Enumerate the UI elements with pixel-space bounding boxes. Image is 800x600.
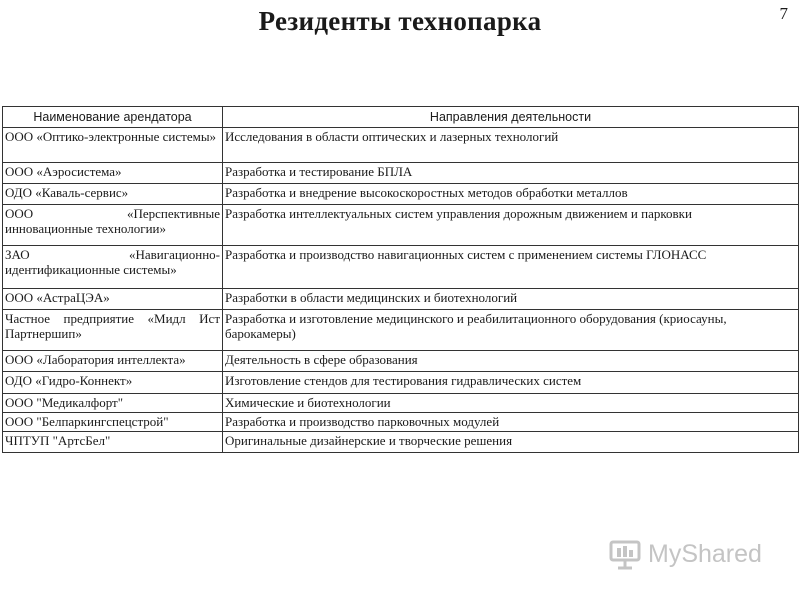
column-header-tenant: Наименование арендатора	[3, 107, 223, 128]
activity-cell: Разработка и изготовление медицинского и реабилитационного оборудования (криосауны, барокамеры)	[223, 310, 799, 351]
activity-cell: Деятельность в сфере образования	[223, 351, 799, 372]
tenant-cell: Частное предприятие «Мидл Ист Партнершип»	[3, 310, 223, 351]
activity-cell: Разработка и тестирование БПЛА	[223, 163, 799, 184]
activity-cell: Изготовление стендов для тестирования гидравлических систем	[223, 372, 799, 394]
table-row	[3, 289, 799, 310]
tenant-cell: ЧПТУП "АртсБел"	[3, 432, 223, 453]
column-header-activity: Направления деятельности	[223, 107, 799, 128]
tenant-cell: ООО «Лаборатория интеллекта»	[3, 351, 223, 372]
table-row	[3, 432, 799, 453]
residents-table	[2, 106, 799, 453]
page-number: 7	[779, 4, 788, 23]
tenant-cell: ООО "Медикалфорт"	[3, 394, 223, 413]
activity-cell: Оригинальные дизайнерские и творческие решения	[223, 432, 799, 453]
tenant-cell: ООО «Оптико-электронные системы»	[3, 128, 223, 163]
table-row	[3, 205, 799, 246]
activity-cell: Разработка интеллектуальных систем управления дорожным движением и парковки	[223, 205, 799, 246]
table-row	[3, 413, 799, 432]
activity-cell: Разработка и внедрение высокоскоростных методов обработки металлов	[223, 184, 799, 205]
page-title: Резиденты технопарка	[258, 6, 542, 36]
activity-cell: Разработка и производство навигационных систем с применением системы ГЛОНАСС	[223, 246, 799, 289]
tenant-cell: ООО «АстраЦЭА»	[3, 289, 223, 310]
table-row	[3, 372, 799, 394]
watermark-text: MyShared	[648, 539, 762, 568]
table-row	[3, 246, 799, 289]
tenant-cell: ОДО «Каваль-сервис»	[3, 184, 223, 205]
table-row	[3, 310, 799, 351]
table-header-row	[3, 107, 799, 128]
tenant-cell: ООО "Белпаркингспецстрой"	[3, 413, 223, 432]
presentation-board-icon	[608, 537, 642, 571]
activity-cell: Разработки в области медицинских и биотехнологий	[223, 289, 799, 310]
table-row	[3, 351, 799, 372]
tenant-cell: ОДО «Гидро-Коннект»	[3, 372, 223, 394]
table-row	[3, 394, 799, 413]
activity-cell: Исследования в области оптических и лазерных технологий	[223, 128, 799, 163]
table-row	[3, 163, 799, 184]
tenant-cell: ООО «Перспективные инновационные технологии»	[3, 205, 223, 246]
activity-cell: Химические и биотехнологии	[223, 394, 799, 413]
activity-cell: Разработка и производство парковочных модулей	[223, 413, 799, 432]
table-row	[3, 184, 799, 205]
tenant-cell: ООО «Аэросистема»	[3, 163, 223, 184]
tenant-cell: ЗАО «Навигационно-идентификационные системы»	[3, 246, 223, 289]
watermark	[608, 537, 762, 571]
table-row	[3, 128, 799, 163]
